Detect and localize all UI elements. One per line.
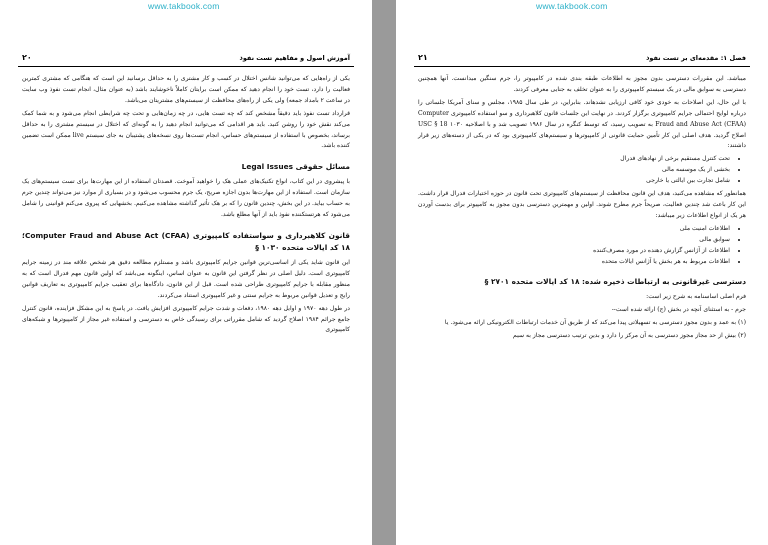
right-page-content — [418, 74, 746, 344]
legal-issues-heading: مسائل حقوقی Legal Issues — [241, 162, 350, 172]
right-header-title: فصل ۱: مقدمه‌ای بر تست نفوذ — [646, 54, 746, 62]
paragraph: میباشد. این مقررات دسترسی بدون مجوز به اطلاعات طبقه بندی شده در کامپیوتر را، جرم سنگین میدانست. آنها همچنین دسترسی به سوابق مالی در یک سیستم کامپیوتری را به عنوان تخلف به جنایی معرفی کردند. — [418, 75, 746, 93]
watermark: www.takbook.com — [148, 1, 220, 11]
list-item: • سوابق مالی — [418, 235, 730, 246]
list-item: • اطلاعات امنیت ملی — [418, 224, 730, 235]
paragraph: (۱) به عمد و بدون مجوز دسترسی به تسهیلاتی پیدا می‌کند که از طریق آن خدمات ارتباطات الکترونیکی ارائه می‌شود. یا — [444, 319, 746, 327]
right-page — [396, 0, 768, 545]
left-header-title: آموزش اصول و مفاهیم تست نفوذ — [239, 54, 350, 62]
right-page-number: ۲۱ — [418, 53, 428, 62]
paragraph: قرارداد تست نفوذ باید دقیقاً مشخص کند که چه تست هایی، در چه زمان‌هایی و تحت چه شرایطی انجام می‌شود و به شما کمک می‌کند نقش خود را روشن کنید. باید هر اقدامی که می‌توانید انجام دهید را به گونه‌ای که اختلال در سیستم مشتری را به حداقل برساند، بخصوص با استفاده از سیستم‌های حساس، انجام تست‌ها روی نسخه‌های پشتیبان به جای سیستم live ممکن است تضمین کننده باشد. — [22, 109, 350, 150]
stored-communications-heading: دسترسی غیرقانونی به ارتباطات ذخیره شده: ۱۸ کد ایالات متحده ۲۷۰۱ § — [484, 277, 746, 287]
paragraph: فرم اصلی اساسنامه به شرح زیر است: — [646, 293, 746, 301]
left-page — [0, 0, 372, 545]
list-item: • بخشی از یک موسسه مالی — [418, 165, 730, 176]
paragraph: یکی از راه‌هایی که می‌توانید شانس اختلال در کسب و کار مشتری را به حداقل برسانید این است که هنگامی که مشتری کمترین فعالیت را دارد، تست خود را انجام دهید که ممکن است برایتان کاملاً ناخوشایند باشد (به عنوان مثال، انجام تست نفوذ وب سایت در ساعت ۲ بامداد جمعه) ولی یکی از راه‌های محافظت از سیستم‌های مشتریتان می‌باشد. — [22, 75, 350, 104]
paragraph: این قانون شاید یکی از اساسی‌ترین قوانین جرایم کامپیوتری باشد و مستلزم مطالعه دقیق هر شخص علاقه مند در زمینه جرایم کامپیوتری است. دلیل اصلی در نظر گرفتن این قانون به عنوان اساس، اینگونه می‌باشد که اولین قانون مهم فدرال است که به منظور مقابله با جرایم کامپیوتری طراحی شده است. قبل از این قانون، دادگاه‌ها برای تعقیب جرایم کامپیوتری به تعاریف قوانین رایج و تعدیل قوانین مربوط به جرایم سنتی و غیر کامپیوتری استناد می‌کردند. — [22, 258, 350, 299]
paragraph: (۲) بیش از حد مجاز مجوز دسترسی به آن مرکز را دارد و بدین ترتیب دسترسی مجاز به سیم — [513, 332, 746, 340]
right-page-header — [414, 52, 750, 67]
list-item: • تحت کنترل مستقیم برخی از نهادهای فدرال — [418, 154, 730, 165]
left-page-header — [18, 52, 354, 67]
paragraph: همانطور که مشاهده می‌کنید، هدف این قانون محافظت از سیستم‌های کامپیوتری تحت قانون در حوزه اختیارات فدرال قرار داشت. این کار باعث شد چندین فعالیت، صریحاً جرم مطرح شوند. اولین و مهمترین دسترسی بدون مجوز به کامپیوتر برای بدست آوردن هر یک از انواع اطلاعات زیر میباشد: — [418, 190, 746, 219]
paragraph: با این حال، این اصلاحات به خودی خود کافی ارزیابی نشدهاند. بنابراین، در طی سال ۱۹۸۵، مجلس و سنای آمریکا جلساتی را درباره لوایح احتمالی جرایم کامپیوتری برگزار کردند. در نهایت این جلسات قانون کلاهبرداری و سو استفاده کامپیوتری Computer Fraud and Abuse Act (CFAA) به تصویب رسید، که توسط کنگره در سال ۱۹۸۶ تصویب شد و با اصلاحیه ۱۰۳۰ USC § 18 اصلاح گردید. هدف اصلی این کار تأمین حمایت قانونی از کامپیوترها و سیستم‌های کامپیوتری بود که در یکی از دسته‌های زیر قرار داشتند: — [418, 98, 747, 150]
bullet-list — [418, 224, 746, 268]
paragraph: با پیشروی در این کتاب، انواع تکنیک‌های عملی هک را خواهید آموخت. قصدتان استفاده از این مهارت‌ها برای تست سیستم‌های یک سازمان است. استفاده از این مهارت‌ها بدون اجازه صریح، یک جرم محسوب می‌شود و در بسیاری از موارد نیز می‌تواند چندین جرم به حساب بیاید. در این بخش، چندین قانون را که بر هک تأثیر گذاشته مشاهده می‌کنیم. بخشهایی که پیروی می‌کنم قوانینی را شامل می‌شود که هرتستکننده نفوذ باید از آنها مطلع باشد. — [22, 178, 350, 219]
list-item: • شامل تجارت بین ایالتی یا خارجی — [418, 176, 730, 187]
paragraph: جرم - به استثنای آنچه در بخش (ج) ارائه شده است-- — [611, 306, 746, 314]
paragraph: در طول دهه ۱۹۷۰ و اوایل دهه ۱۹۸۰، دفعات و شدت جرایم کامپیوتری افزایش یافت. در پاسخ به این مشکل فزاینده، قانون کنترل جامع جرائم ۱۹۸۴ اصلاح گردید که شامل مقرراتی برای رسیدگی خاص به دسترسی و استفاده غیر مجاز از کامپیوترها و شبکه‌های کامپیوتری — [22, 304, 350, 334]
cfaa-heading: قانون کلاهبرداری و سواستفاده کامپیوتری Computer Fraud and Abuse Act (CFAA)؛ ۱۸ کد ایالات متحده ۱۰۳۰ § — [22, 230, 350, 252]
left-page-number: ۲۰ — [22, 53, 32, 62]
list-item: • اطلاعات مربوط به هر بخش یا آژانس ایالات متحده — [418, 257, 730, 268]
left-page-content — [22, 74, 350, 338]
watermark: www.takbook.com — [536, 1, 608, 11]
bullet-list — [418, 154, 746, 187]
list-item: • اطلاعات از آژانس گزارش دهنده در مورد مصرف‌کننده — [418, 246, 730, 257]
